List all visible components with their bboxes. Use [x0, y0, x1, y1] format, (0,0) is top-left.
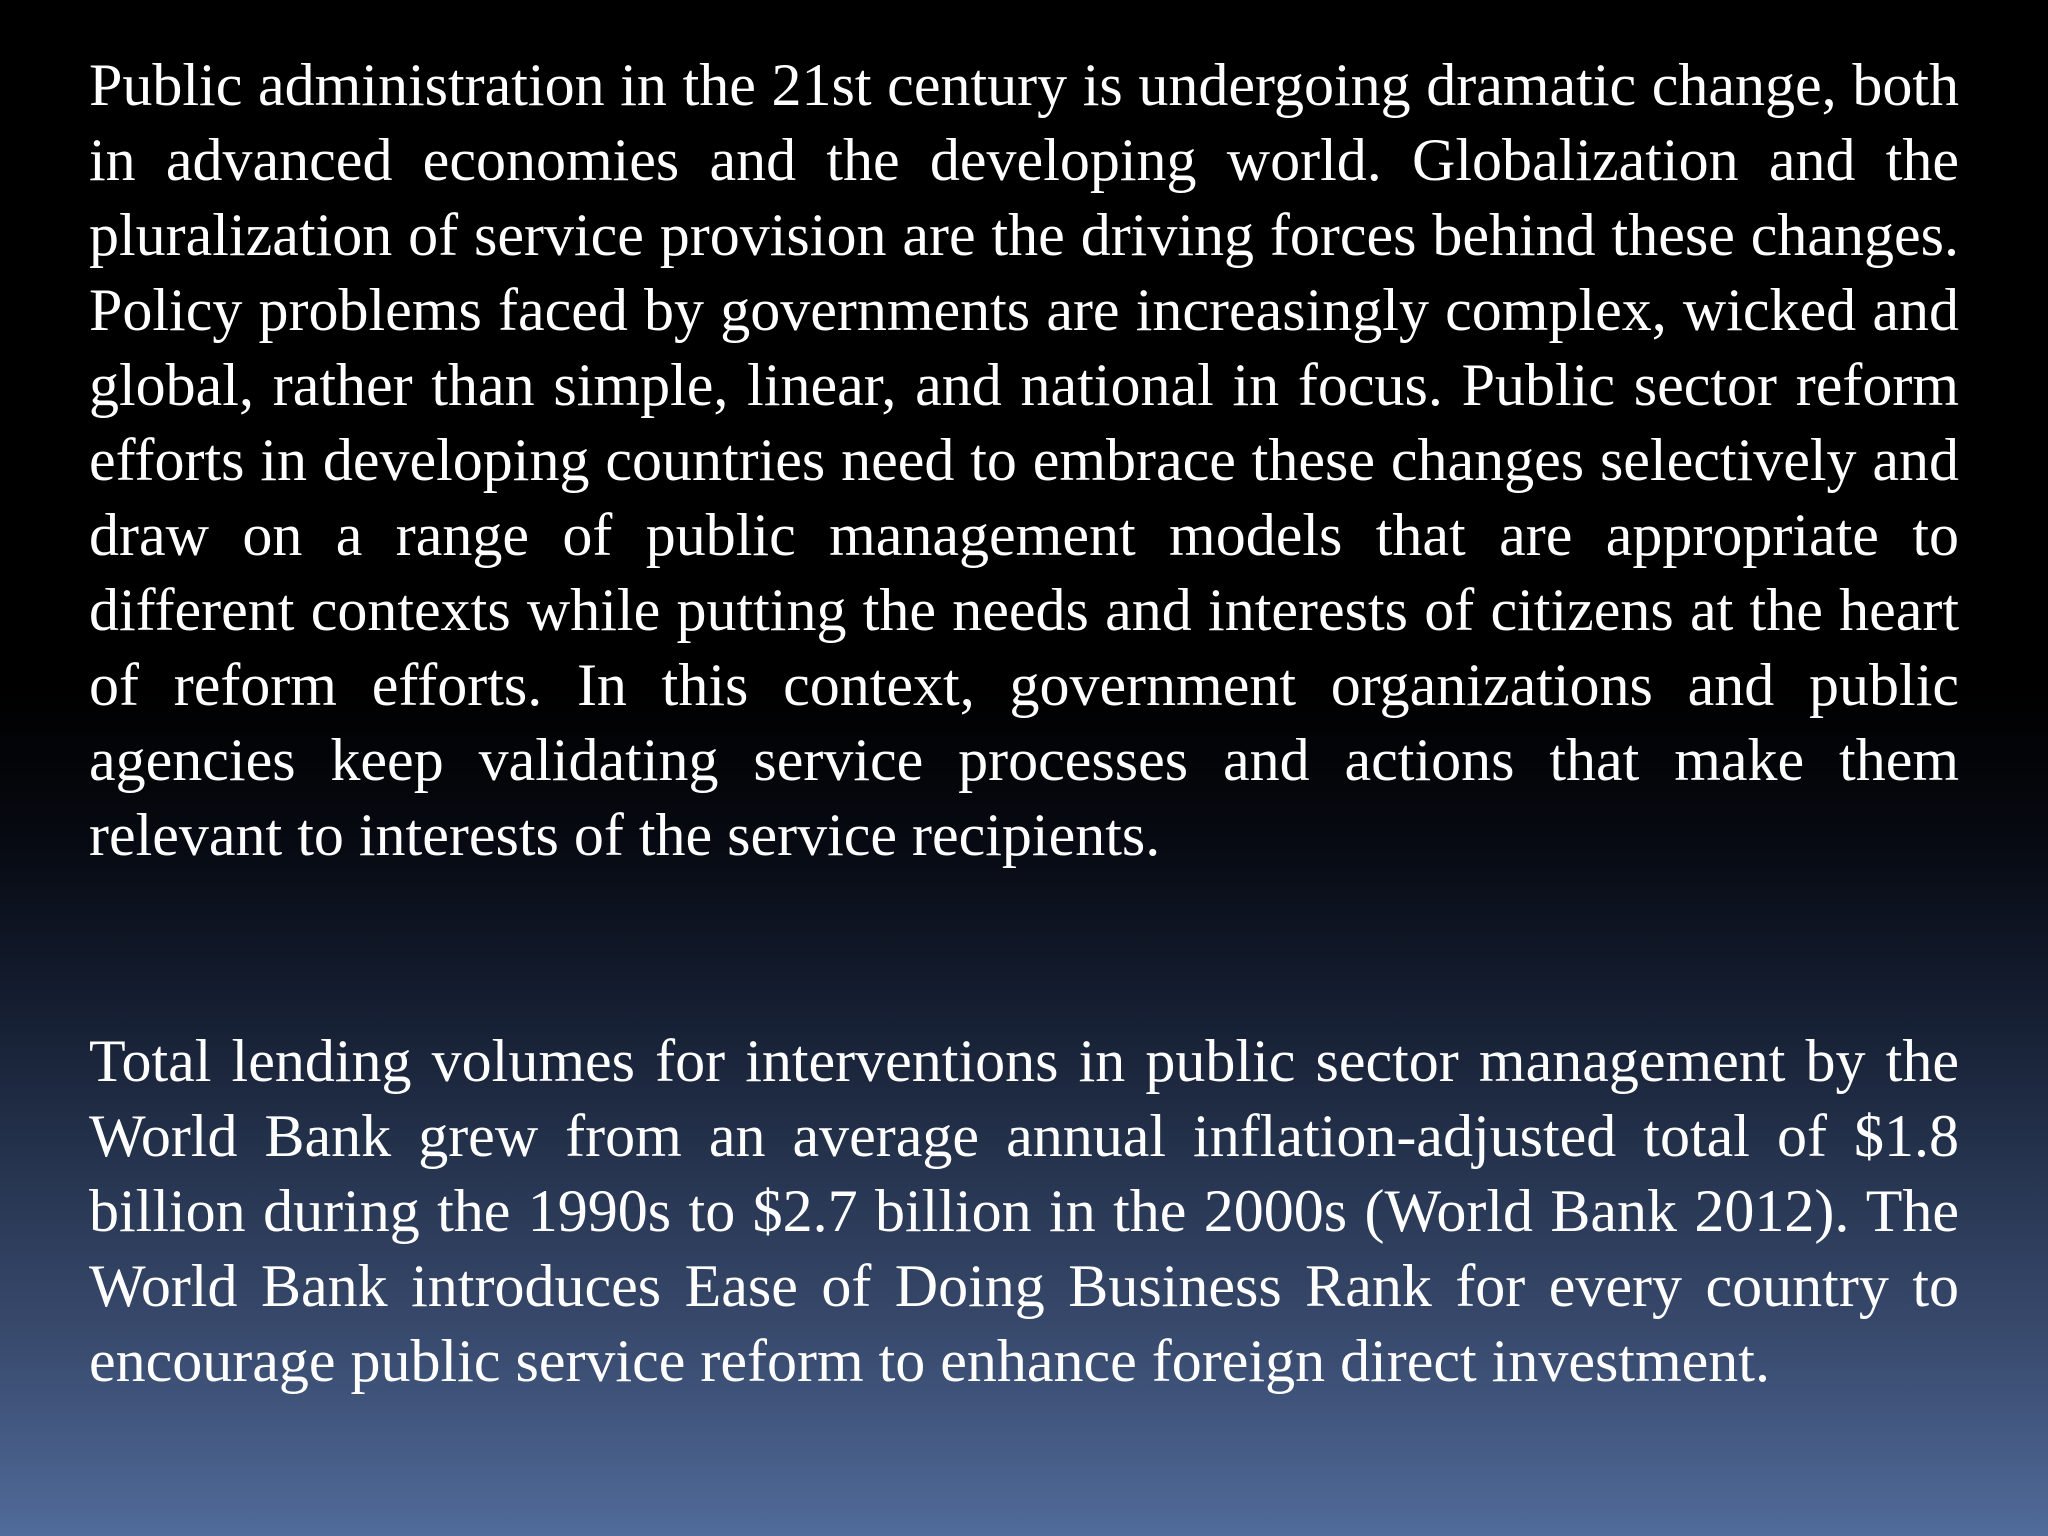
paragraph-world-bank-lending: Total lending volumes for interventions in public sector management by the World Bank grew from an average annual inflation-adjusted total of $1.8 billion during the 1990s to $2.7 billion in the 2000s (World Bank 2012). The World Bank introduces Ease of Doing Business Rank for every country to encourage public service reform to enhance foreign direct investment. [89, 1028, 1959, 1394]
paragraph-public-administration: Public administration in the 21st century is undergoing dramatic change, both in advanced economies and the developing world. Globalization and the pluralization of service provision are the driving forces behind these changes. Policy problems faced by governments are increasingly complex, wicked and global, rather than simple, linear, and national in focus. Public sector reform efforts in developing countries need to embrace these changes selectively and draw on a range of public management models that are appropriate to different contexts while putting the needs and interests of citizens at the heart of reform efforts. In this context, government organizations and public agencies keep validating service processes and actions that make them relevant to interests of the service recipients. [89, 52, 1959, 868]
